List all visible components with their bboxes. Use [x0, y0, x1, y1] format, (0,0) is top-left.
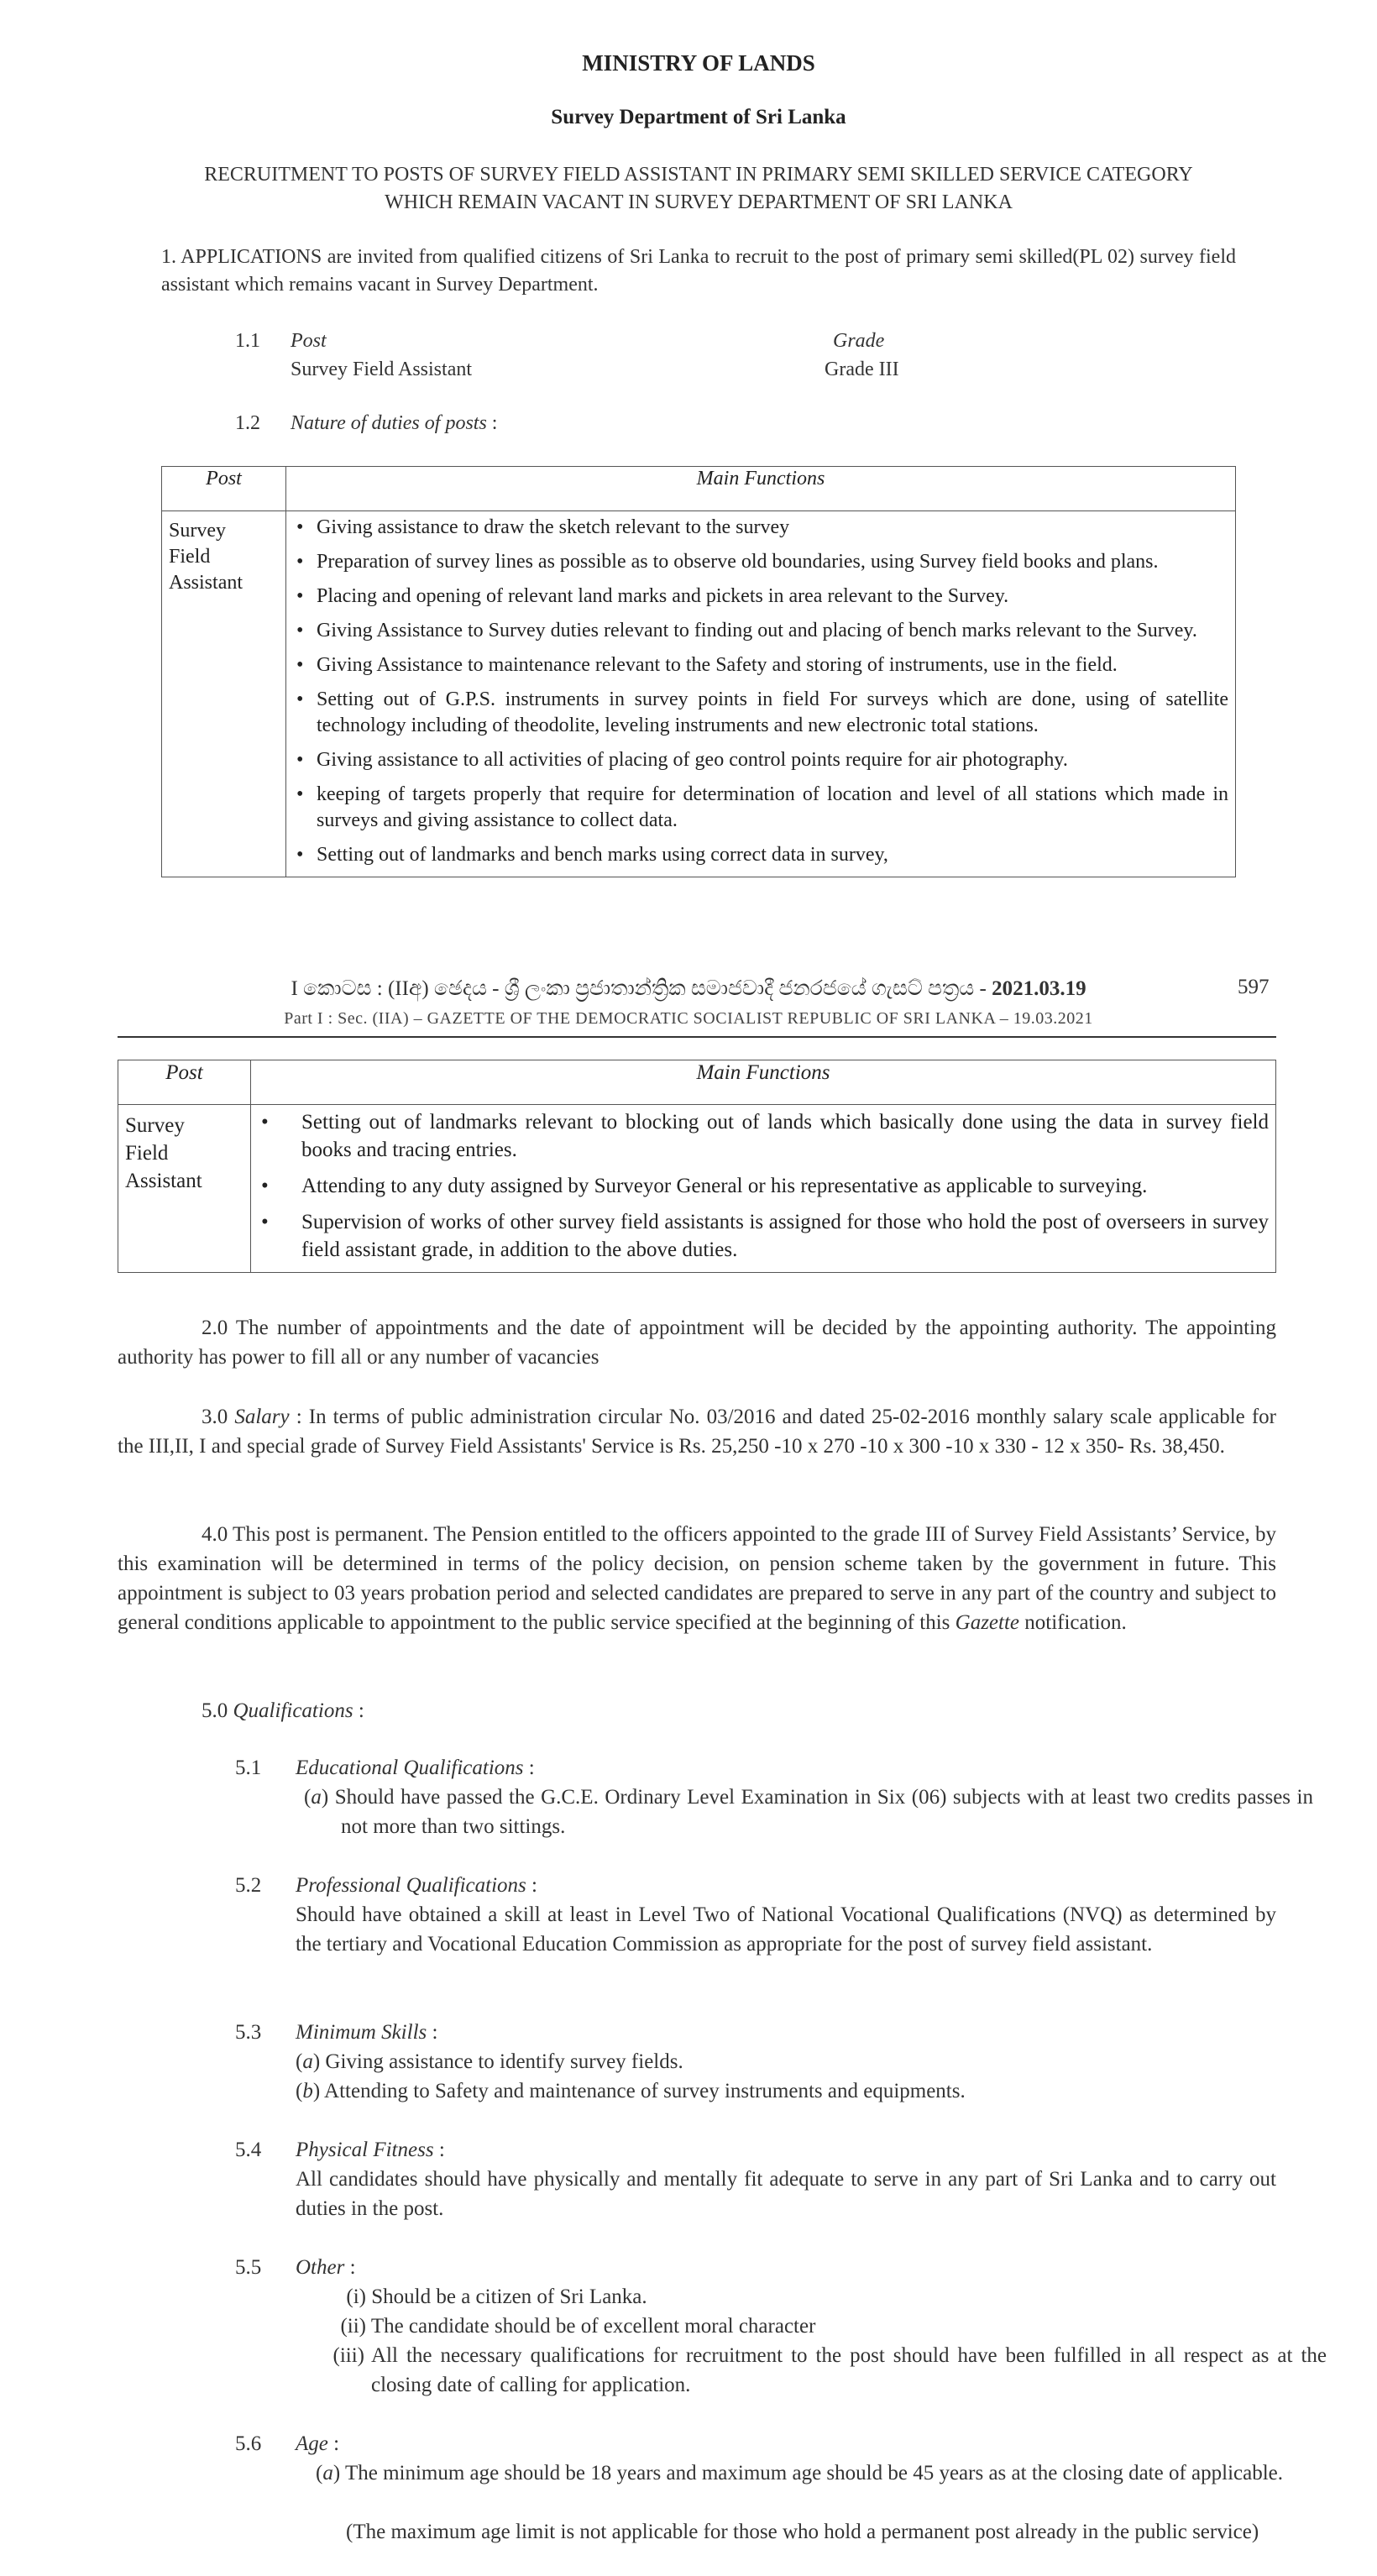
duties-table [161, 466, 1236, 877]
section-5-3-item-b-text: Attending to Safety and maintenance of survey instruments and equipments. [320, 2080, 966, 2102]
section-5-number: 5.0 [202, 1699, 233, 1722]
section-4-text [118, 1520, 1276, 1637]
gazette-sinhala-header [0, 977, 1377, 1001]
section-5-5-item-iii [321, 2341, 1327, 2400]
page-number: 597 [1238, 976, 1270, 998]
duties-table-functions [286, 511, 1236, 877]
section-5-5-item-ii [327, 2312, 1276, 2341]
section-3-number: 3.0 [202, 1406, 235, 1428]
duties-table-2-functions [251, 1105, 1276, 1273]
duties-table-post-name [162, 511, 286, 877]
gazette-word: Gazette [955, 1611, 1020, 1634]
section-5-4-heading [296, 2135, 1276, 2165]
functions-list [286, 515, 1228, 868]
post-label: Post [291, 330, 327, 352]
section-5-6-heading [296, 2429, 1276, 2458]
section-5-5-colon: : [344, 2256, 356, 2279]
section-5-5-item-iii-marker: (iii) [332, 2344, 364, 2367]
section-5-2-text: Should have obtained a skill at least in Level Two of National Vocational Qualifications (NVQ) as determined by the tertiary and Vocational Education Commission as appropriate for the post of survey field assistant. [296, 1903, 1276, 1956]
section-5-5-item-i [336, 2282, 1276, 2312]
list-item: • Placing and opening of relevant land marks and pickets in area relevant to the Survey. [286, 584, 1228, 610]
section-5-6-note: (The maximum age limit is not applicable for those who hold a permanent post already in the public service) [346, 2521, 1259, 2543]
section-1-2-label: Nature of duties of posts [291, 412, 487, 434]
recruitment-title-line2: WHICH REMAIN VACANT IN SURVEY DEPARTMENT OF SRI LANKA [385, 191, 1013, 213]
section-5-5-label: Other [296, 2256, 345, 2279]
section-5-4-text: All candidates should have physically and mentally fit adequate to serve in any part of Sri Lanka and to carry out duties in the post. [296, 2168, 1276, 2220]
section-5-5-item-iii-text: All the necessary qualifications for recruitment to the post should have been fulfilled in all respect as at the closing date of calling for application. [371, 2344, 1327, 2396]
section-5-6-item-a-marker: a [322, 2462, 333, 2484]
gazette-sinhala-line: I කොටස : (IIඅ) ඡෙදය - ශ්‍රී ලංකා ප්‍රජාතාන්ත්‍රික සමාජවාදී ජනරජයේ ගැසට් පත්‍රය - [291, 977, 992, 1000]
section-5-6-number: 5.6 [235, 2432, 262, 2455]
section-5-5-item-ii-marker: (ii) [340, 2315, 366, 2338]
section-5-6-label: Age [296, 2432, 328, 2455]
section-5-3-colon: : [427, 2021, 438, 2044]
section-3-text [118, 1402, 1276, 1461]
list-item: • keeping of targets properly that require for determination of location and level of all stations which made in surveys and giving assistance to collect data. [286, 782, 1228, 834]
salary-label: Salary [234, 1406, 290, 1428]
duties-table-2-post-name-text: Survey Field Assistant [125, 1114, 202, 1192]
section-5-6-colon: : [327, 2432, 340, 2455]
section-5-6-item-a: (a) The minimum age should be 18 years and maximum age should be 45 years as at the closing date of applicable. [316, 2462, 1284, 2484]
section-5-5-item-i-text: Should be a citizen of Sri Lanka. [371, 2285, 647, 2308]
gazette-date: 2021.03.19 [992, 977, 1086, 1000]
section-5-2-heading [296, 1871, 1276, 1900]
duties-table-2-col-post: Post [118, 1060, 251, 1105]
functions-list-2 [251, 1108, 1269, 1264]
list-item: • Setting out of landmarks and bench marks using correct data in survey, [286, 842, 1228, 868]
list-item: • Setting out of landmarks relevant to blocking out of lands which basically done using the data in survey field books and tracing entries. [251, 1108, 1269, 1164]
table-row [118, 1105, 1276, 1273]
qualifications-label: Qualifications [233, 1699, 353, 1722]
section-1-text: 1. APPLICATIONS are invited from qualified citizens of Sri Lanka to recruit to the post of primary semi skilled(PL 02) survey field assistant which remains vacant in Survey Department. [161, 246, 1236, 296]
header-divider [118, 1036, 1276, 1038]
post-value: Survey Field Assistant [291, 359, 473, 380]
duties-table-header [162, 467, 1236, 511]
section-5-3-item-b-marker: b [302, 2080, 313, 2102]
section-2-text: 2.0 The number of appointments and the date of appointment will be decided by the appointing authority. The appointing authority has power to fill all or any number of vacancies [118, 1317, 1276, 1369]
section-5-1-item-a-marker: a [311, 1786, 322, 1809]
section-5-3-label: Minimum Skills [296, 2021, 427, 2044]
section-5-4-number: 5.4 [235, 2139, 262, 2161]
department-title: Survey Department of Sri Lanka [551, 106, 846, 128]
section-5-3-number: 5.3 [235, 2021, 262, 2044]
section-5-5-item-ii-text: The candidate should be of excellent moral character [370, 2315, 816, 2338]
section-5-heading [202, 1696, 364, 1725]
list-item: • Preparation of survey lines as possible as to observe old boundaries, using Survey field books and plans. [286, 549, 1228, 575]
duties-table-col-post: Post [162, 467, 286, 511]
ministry-title: MINISTRY OF LANDS [582, 50, 815, 76]
duties-table-post-name-text: Survey Field Assistant [169, 520, 243, 594]
section-5-colon: : [353, 1699, 364, 1722]
recruitment-title-line1: RECRUITMENT TO POSTS OF SURVEY FIELD ASSISTANT IN PRIMARY SEMI SKILLED SERVICE CATEGORY [204, 164, 1193, 186]
section-4-end: notification. [1019, 1611, 1127, 1634]
section-4-body: 4.0 This post is permanent. The Pension entitled to the officers appointed to the grade III of Survey Field Assistants’ Service, by this examination will be determined in terms of the policy decision, on pension scheme taken by the government in future. This appointment is subject to 03 years probation period and selected candidates are prepared to serve in any part of the country and subject to general conditions applicable to appointment to the public service specified at the beginning of this [118, 1523, 1276, 1634]
duties-table-continued [118, 1060, 1276, 1273]
grade-label: Grade [833, 330, 885, 352]
grade-value: Grade III [825, 359, 899, 380]
section-1-2-heading [291, 410, 497, 437]
duties-table-2-header [118, 1060, 1276, 1105]
list-item: • Setting out of G.P.S. instruments in survey points in field For surveys which are done, using of satellite technology including of theodolite, leveling instruments and new electronic total stations. [286, 687, 1228, 739]
section-5-1-item-a: (a) Should have passed the G.C.E. Ordinary Level Examination in Six (06) subjects with at least two credits passes in not more than two sittings. [304, 1786, 1313, 1838]
list-item: • Giving assistance to draw the sketch relevant to the survey [286, 515, 1228, 541]
section-5-4-colon: : [433, 2139, 445, 2161]
recruitment-title [161, 161, 1236, 217]
list-item: • Supervision of works of other survey field assistants is assigned for those who hold the post of overseers in survey field assistant grade, in addition to the above duties. [251, 1208, 1269, 1264]
list-item: • Attending to any duty assigned by Surveyor General or his representative as applicable to surveying. [251, 1172, 1269, 1200]
duties-table-col-functions: Main Functions [286, 467, 1236, 511]
section-5-2-label: Professional Qualifications [296, 1874, 526, 1897]
section-5-6-item-a-text: The minimum age should be 18 years and maximum age should be 45 years as at the closing date of applicable. [340, 2462, 1284, 2484]
section-5-1-heading [296, 1753, 1276, 1783]
section-5-5-item-i-marker: (i) [346, 2285, 366, 2308]
section-5-3-item-a-marker: a [302, 2050, 313, 2073]
section-1-1-number: 1.1 [235, 330, 260, 352]
section-5-5-heading [296, 2253, 1276, 2282]
section-5-1-number: 5.1 [235, 1757, 262, 1779]
list-item: • Giving assistance to all activities of placing of geo control points require for air photography. [286, 747, 1228, 773]
list-item: • Giving Assistance to maintenance relevant to the Safety and storing of instruments, use in the field. [286, 652, 1228, 678]
section-5-3-item-a: (a) Giving assistance to identify survey fields. [296, 2050, 683, 2073]
duties-table-2-col-functions: Main Functions [251, 1060, 1276, 1105]
section-5-1-item-a-text: Should have passed the G.C.E. Ordinary Level Examination in Six (06) subjects with at least two credits passes in not more than two sittings. [328, 1786, 1313, 1838]
section-5-1-colon: : [523, 1757, 535, 1779]
gazette-english-header: Part I : Sec. (IIA) – GAZETTE OF THE DEMOCRATIC SOCIALIST REPUBLIC OF SRI LANKA – 19.03.2021 [284, 1009, 1093, 1028]
section-1-2-number: 1.2 [235, 412, 260, 434]
section-5-3-item-a-text: Giving assistance to identify survey fields. [320, 2050, 683, 2073]
section-5-4-label: Physical Fitness [296, 2139, 434, 2161]
section-5-2-number: 5.2 [235, 1874, 262, 1897]
section-5-1-label: Educational Qualifications [296, 1757, 524, 1779]
section-5-2-colon: : [526, 1874, 537, 1897]
section-5-5-number: 5.5 [235, 2256, 262, 2279]
table-row [162, 511, 1236, 877]
section-5-3-item-b: (b) Attending to Safety and maintenance of survey instruments and equipments. [296, 2080, 966, 2102]
list-item: • Giving Assistance to Survey duties relevant to finding out and placing of bench marks relevant to the Survey. [286, 618, 1228, 644]
section-3-body: : In terms of public administration circular No. 03/2016 and dated 25-02-2016 monthly salary scale applicable for the III,II, I and special grade of Survey Field Assistants' Service is Rs. 25,250 -10 x 270 -10 x 300 -10 x 330 - 12 x 350- Rs. 38,450. [118, 1406, 1276, 1458]
section-1-2-colon: : [486, 412, 498, 434]
duties-table-2-post-name [118, 1105, 251, 1273]
section-5-3-heading [296, 2018, 1276, 2047]
